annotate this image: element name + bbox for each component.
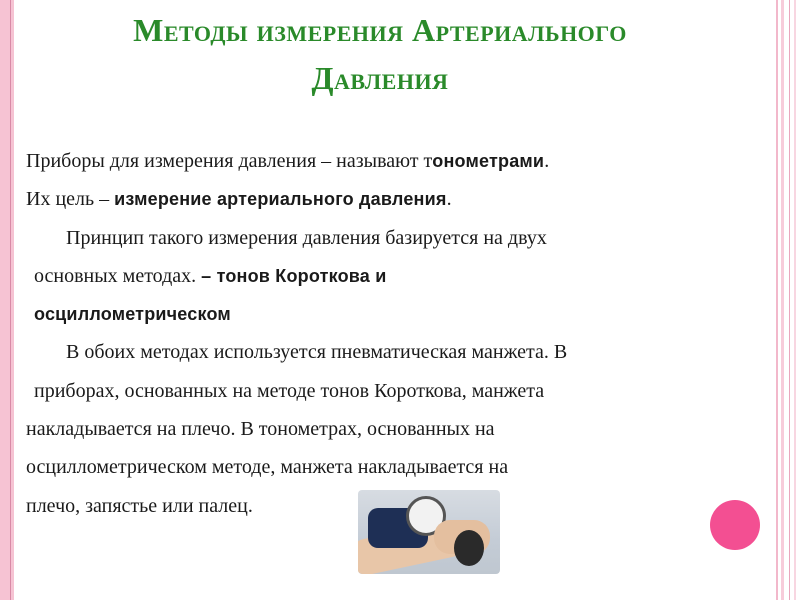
- slide-title-line-2: Давления: [311, 60, 449, 96]
- body-line-5: осциллометрическом: [34, 304, 231, 325]
- body-line-3: Принцип такого измерения давления базируется на двух: [66, 226, 547, 249]
- slide-title-line-1: Методы измерения Артериального: [133, 12, 627, 48]
- slide-title: [60, 6, 700, 102]
- slide-body: [26, 142, 766, 525]
- body-line-10: плечо, запястье или палец.: [26, 494, 253, 517]
- body-line-4: основных методах. – тонов Короткова и: [34, 264, 387, 287]
- body-line-2: Их цель – измерение артериального давления.: [26, 188, 452, 211]
- body-line-9: осциллометрическом методе, манжета накладывается на: [26, 456, 509, 479]
- decorative-pink-dot: [710, 500, 760, 550]
- blood-pressure-measurement-photo: [358, 490, 500, 574]
- left-decorative-border: [0, 0, 14, 600]
- body-line-6: В обоих методах используется пневматическая манжета. В: [66, 341, 568, 364]
- body-line-1: Приборы для измерения давления – называют тонометрами.: [26, 150, 550, 172]
- body-line-7: приборах, основанных на методе тонов Короткова, манжета: [34, 379, 545, 402]
- right-decorative-border: [770, 0, 800, 600]
- body-line-8: накладывается на плечо. В тонометрах, основанных на: [26, 418, 495, 441]
